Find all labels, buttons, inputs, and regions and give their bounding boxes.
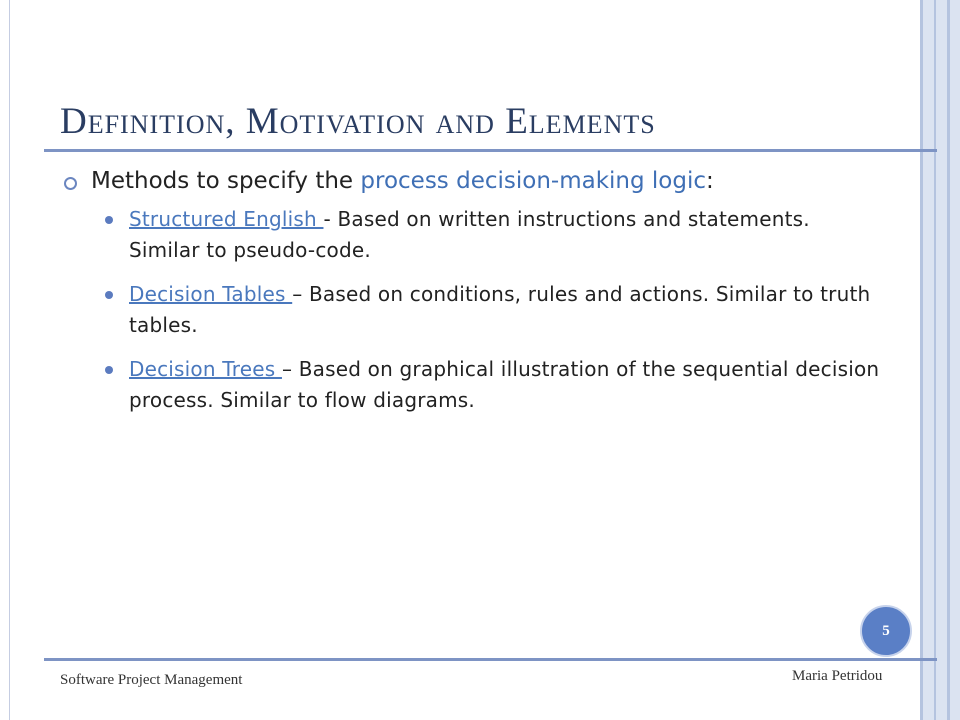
method-link-decision-trees[interactable]: Decision Trees (129, 357, 282, 381)
intro-bullet (64, 168, 864, 194)
list-item (104, 279, 884, 341)
methods-list (104, 204, 884, 416)
right-decorative-panel (920, 0, 960, 720)
intro-text (91, 168, 714, 194)
intro-prefix: Methods to specify the (91, 168, 361, 194)
method-description: Based on graphical illustration of the sequential decision process. Similar to flow diagrams. (129, 357, 880, 412)
footer-line (44, 658, 937, 661)
page-number-badge: 5 (860, 605, 912, 657)
ring-bullet-icon (64, 177, 77, 190)
method-link-decision-tables[interactable]: Decision Tables (129, 282, 293, 306)
slide-title: Definition, Motivation and Elements (60, 101, 656, 142)
panel-stripe (934, 0, 936, 720)
footer-course: Software Project Management (60, 672, 243, 688)
method-description: Based on written instructions and statements. Similar to pseudo-code. (129, 207, 810, 262)
intro-highlight: process decision-making logic (360, 168, 707, 194)
method-link-structured-english[interactable]: Structured English (129, 207, 324, 231)
left-border-line (9, 0, 10, 720)
method-description: Based on conditions, rules and actions. Similar to truth tables. (129, 282, 871, 337)
slide-body (64, 168, 880, 429)
method-separator: - (323, 207, 338, 231)
method-separator: – (292, 282, 309, 306)
bullet-dot-icon (105, 216, 113, 224)
title-underline (44, 149, 937, 152)
intro-suffix: : (706, 168, 714, 194)
bullet-dot-icon (105, 291, 113, 299)
list-item (104, 204, 884, 266)
footer-author: Maria Petridou (792, 668, 883, 684)
panel-stripe (947, 0, 950, 720)
list-item (104, 354, 884, 416)
panel-stripe (920, 0, 923, 720)
bullet-dot-icon (105, 366, 113, 374)
method-separator: – (281, 357, 299, 381)
